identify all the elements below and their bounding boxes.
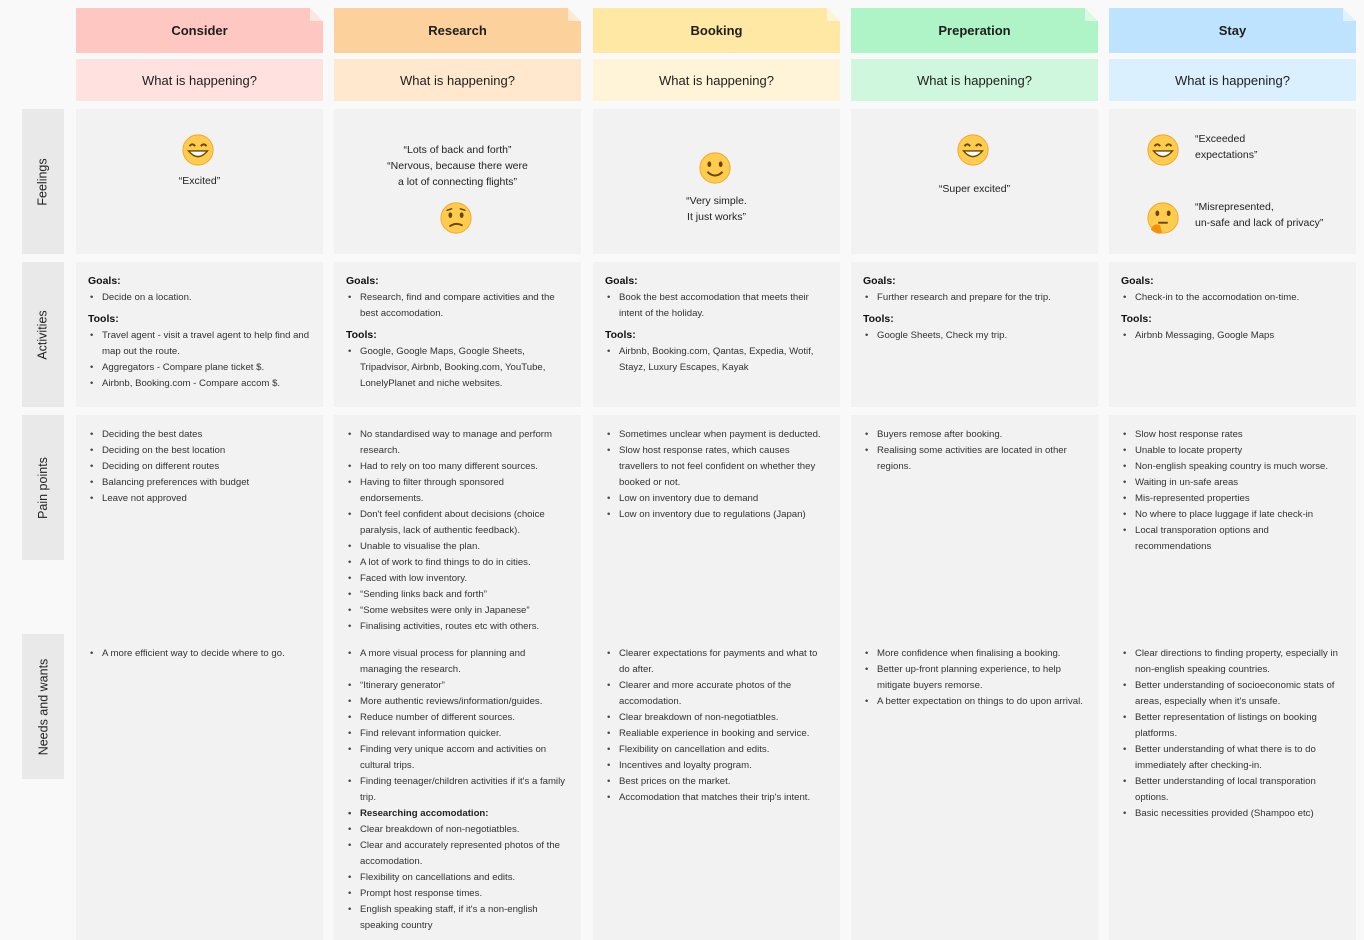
stage-title: Research	[428, 23, 487, 38]
list-item: • Local transporation options and recommendations	[1135, 523, 1344, 555]
stage-header-research	[334, 8, 581, 53]
list-item: • Best prices on the market.	[619, 774, 828, 790]
stage-subtitle-research: What is happening?	[334, 59, 581, 101]
bullet-list	[1121, 290, 1344, 306]
list-item: • English speaking staff, if it's a non-english speaking country	[360, 902, 569, 934]
list-item: • Clearer expectations for payments and what to do after.	[619, 646, 828, 678]
list-item: • Clear directions to finding property, especially in non-english speaking countries.	[1135, 646, 1344, 678]
bullet-list	[605, 290, 828, 322]
list-item: • Google Sheets, Check my trip.	[877, 328, 1086, 344]
feeling-quote: “Super excited”	[938, 183, 1011, 195]
bullet-list	[1121, 328, 1344, 344]
bullet-list	[1121, 646, 1344, 822]
list-item: • Travel agent - visit a travel agent to help find and map out the route.	[102, 328, 311, 360]
list-item: • Clear breakdown of non-negotiatbles.	[360, 822, 569, 838]
corner-fold	[568, 8, 581, 21]
tools-label: Tools:	[863, 313, 894, 325]
pain-and-needs-cell-preperation	[851, 415, 1098, 940]
list-item: • Check-in to the accomodation on-time.	[1135, 290, 1344, 306]
list-item: • Deciding on different routes	[102, 459, 311, 475]
list-item: • Find relevant information quicker.	[360, 726, 569, 742]
feeling-quote: “Misrepresented, un-safe and lack of privacy”	[1195, 201, 1324, 229]
list-item: • Better representation of listings on booking platforms.	[1135, 710, 1344, 742]
stage-header-stay	[1109, 8, 1356, 53]
list-item: • Clearer and more accurate photos of the accomodation.	[619, 678, 828, 710]
thinking-face-icon	[1146, 201, 1180, 235]
list-item: • Flexibility on cancellation and edits.	[619, 742, 828, 758]
list-item: • Basic necessities provided (Shampoo etc)	[1135, 806, 1344, 822]
list-item: • Further research and prepare for the trip.	[877, 290, 1086, 306]
list-item: • Having to filter through sponsored endorsements.	[360, 475, 569, 507]
bullet-list	[605, 427, 828, 523]
stage-header-booking	[593, 8, 840, 53]
stage-title: Consider	[171, 23, 228, 38]
bullet-list	[346, 822, 569, 934]
corner-fold	[310, 8, 323, 21]
tools-label: Tools:	[346, 329, 377, 341]
list-item: • Better up-front planning experience, to help mitigate buyers remorse.	[877, 662, 1086, 694]
goals-label: Goals:	[346, 275, 379, 287]
feeling-quote: “Excited”	[178, 175, 221, 187]
list-item: • Decide on a location.	[102, 290, 311, 306]
bullet-list	[88, 427, 311, 507]
bullet-list	[863, 427, 1086, 475]
bullet-list	[863, 290, 1086, 306]
list-item: • Low on inventory due to regulations (Japan)	[619, 507, 828, 523]
list-item: • Don't feel confident about decisions (choice paralysis, lack of authentic feedback).	[360, 507, 569, 539]
confused-face-icon	[439, 201, 473, 235]
pain-and-needs-cell-booking	[593, 415, 840, 940]
row-label-pain-points: Pain points	[22, 415, 64, 560]
stage-subtitle-consider: What is happening?	[76, 59, 323, 101]
list-item: • Better understanding of socioeconomic stats of areas, especially when it's unsafe.	[1135, 678, 1344, 710]
goals-label: Goals:	[863, 275, 896, 287]
feelings-cell-research	[334, 109, 581, 254]
bullet-list	[346, 344, 569, 392]
bullet-list	[88, 290, 311, 306]
list-item: • Better understanding of local transporation options.	[1135, 774, 1344, 806]
pain-and-needs-cell-consider	[76, 415, 323, 940]
activities-cell-preperation	[851, 262, 1098, 407]
pain-and-needs-cell-research	[334, 415, 581, 940]
bullet-list	[88, 328, 311, 392]
stage-title: Preperation	[938, 23, 1011, 38]
grinning-face-icon	[181, 133, 215, 167]
list-item: • Clear and accurately represented photos of the accomodation.	[360, 838, 569, 870]
list-item: • Researching accomodation:	[360, 806, 569, 822]
bullet-list	[346, 646, 569, 822]
list-item: • Unable to locate property	[1135, 443, 1344, 459]
grinning-face-icon	[956, 133, 990, 167]
list-item: • Clear breakdown of non-negotiatbles.	[619, 710, 828, 726]
list-item: • Flexibility on cancellations and edits.	[360, 870, 569, 886]
row-label-activities: Activities	[22, 262, 64, 407]
list-item: • Book the best accomodation that meets their intent of the holiday.	[619, 290, 828, 322]
bullet-list	[863, 328, 1086, 344]
list-item: • More confidence when finalising a booking.	[877, 646, 1086, 662]
bullet-list	[1121, 427, 1344, 555]
list-item: • Waiting in un-safe areas	[1135, 475, 1344, 491]
stage-header-consider	[76, 8, 323, 53]
list-item: • Low on inventory due to demand	[619, 491, 828, 507]
bullet-list	[346, 290, 569, 322]
pain-and-needs-cell-stay	[1109, 415, 1356, 940]
list-item: • More authentic reviews/information/guides.	[360, 694, 569, 710]
bullet-list	[88, 646, 311, 662]
stage-title: Booking	[690, 23, 743, 38]
list-item: • Deciding on the best location	[102, 443, 311, 459]
corner-fold	[1085, 8, 1098, 21]
row-label-feelings: Feelings	[22, 109, 64, 254]
list-item: • “Some websites were only in Japanese”	[360, 603, 569, 619]
list-item: • Faced with low inventory.	[360, 571, 569, 587]
list-item: • Realiable experience in booking and service.	[619, 726, 828, 742]
list-item: • Reduce number of different sources.	[360, 710, 569, 726]
stage-subtitle-booking: What is happening?	[593, 59, 840, 101]
list-item: • Sometimes unclear when payment is deducted.	[619, 427, 828, 443]
tools-label: Tools:	[88, 313, 119, 325]
list-item: • A better expectation on things to do upon arrival.	[877, 694, 1086, 710]
list-item: • Better understanding of what there is to do immediately after checking-in.	[1135, 742, 1344, 774]
list-item: • Airbnb, Booking.com, Qantas, Expedia, Wotif, Stayz, Luxury Escapes, Kayak	[619, 344, 828, 376]
corner-fold	[827, 8, 840, 21]
goals-label: Goals:	[1121, 275, 1154, 287]
list-item: • Deciding the best dates	[102, 427, 311, 443]
list-item: • Finding teenager/children activities if it's a family trip.	[360, 774, 569, 806]
tools-label: Tools:	[605, 329, 636, 341]
list-item: • Aggregators - Compare plane ticket $.	[102, 360, 311, 376]
feelings-cell-booking	[593, 109, 840, 254]
row-label-needs: Needs and wants	[22, 634, 64, 779]
stage-subtitle-preperation: What is happening?	[851, 59, 1098, 101]
stage-subtitle-stay: What is happening?	[1109, 59, 1356, 101]
grinning-face-icon	[1146, 133, 1180, 167]
bullet-list	[346, 427, 569, 635]
list-item: • Finding very unique accom and activities on cultural trips.	[360, 742, 569, 774]
bullet-list	[863, 646, 1086, 710]
list-item: • A lot of work to find things to do in cities.	[360, 555, 569, 571]
feeling-quote: “Exceeded expectations”	[1195, 133, 1258, 161]
feelings-cell-consider	[76, 109, 323, 254]
list-item: • Accomodation that matches their trip's intent.	[619, 790, 828, 806]
corner-fold	[1343, 8, 1356, 21]
list-item: • Leave not approved	[102, 491, 311, 507]
activities-cell-stay	[1109, 262, 1356, 407]
list-item: • Slow host response rates	[1135, 427, 1344, 443]
list-item: • No where to place luggage if late check-in	[1135, 507, 1344, 523]
stage-header-preperation	[851, 8, 1098, 53]
list-item: • Prompt host response times.	[360, 886, 569, 902]
list-item: • “Sending links back and forth”	[360, 587, 569, 603]
smiling-face-icon	[698, 151, 732, 185]
activities-cell-consider	[76, 262, 323, 407]
list-item: • Balancing preferences with budget	[102, 475, 311, 491]
tools-label: Tools:	[1121, 313, 1152, 325]
list-item: • Research, find and compare activities and the best accomodation.	[360, 290, 569, 322]
feeling-quote: “Lots of back and forth” “Nervous, because there were a lot of connecting flights”	[387, 144, 528, 188]
goals-label: Goals:	[88, 275, 121, 287]
list-item: • Slow host response rates, which causes travellers to not feel confident on whether they booked or not.	[619, 443, 828, 491]
list-item: • Finalising activities, routes etc with others.	[360, 619, 569, 635]
feelings-cell-preperation	[851, 109, 1098, 254]
feelings-cell-stay	[1109, 109, 1356, 254]
list-item: • Mis-represented properties	[1135, 491, 1344, 507]
list-item: • Airbnb, Booking.com - Compare accom $.	[102, 376, 311, 392]
list-item: • Incentives and loyalty program.	[619, 758, 828, 774]
list-item: • “Itinerary generator”	[360, 678, 569, 694]
stage-title: Stay	[1218, 23, 1247, 38]
activities-cell-research	[334, 262, 581, 407]
list-item: • Realising some activities are located in other regions.	[877, 443, 1086, 475]
goals-label: Goals:	[605, 275, 638, 287]
list-item: • Buyers remose after booking.	[877, 427, 1086, 443]
list-item: • No standardised way to manage and perform research.	[360, 427, 569, 459]
list-item: • Airbnb Messaging, Google Maps	[1135, 328, 1344, 344]
activities-cell-booking	[593, 262, 840, 407]
list-item: • Google, Google Maps, Google Sheets, Tripadvisor, Airbnb, Booking.com, YouTube, LonelyPlanet and niche websites.	[360, 344, 569, 392]
feeling-quote: “Very simple. It just works”	[686, 195, 747, 223]
list-item: • A more visual process for planning and managing the research.	[360, 646, 569, 678]
list-item: • Unable to visualise the plan.	[360, 539, 569, 555]
list-item: • Non-english speaking country is much worse.	[1135, 459, 1344, 475]
bullet-list	[605, 646, 828, 806]
bullet-list	[605, 344, 828, 376]
list-item: • Had to rely on too many different sources.	[360, 459, 569, 475]
list-item: • A more efficient way to decide where to go.	[102, 646, 311, 662]
